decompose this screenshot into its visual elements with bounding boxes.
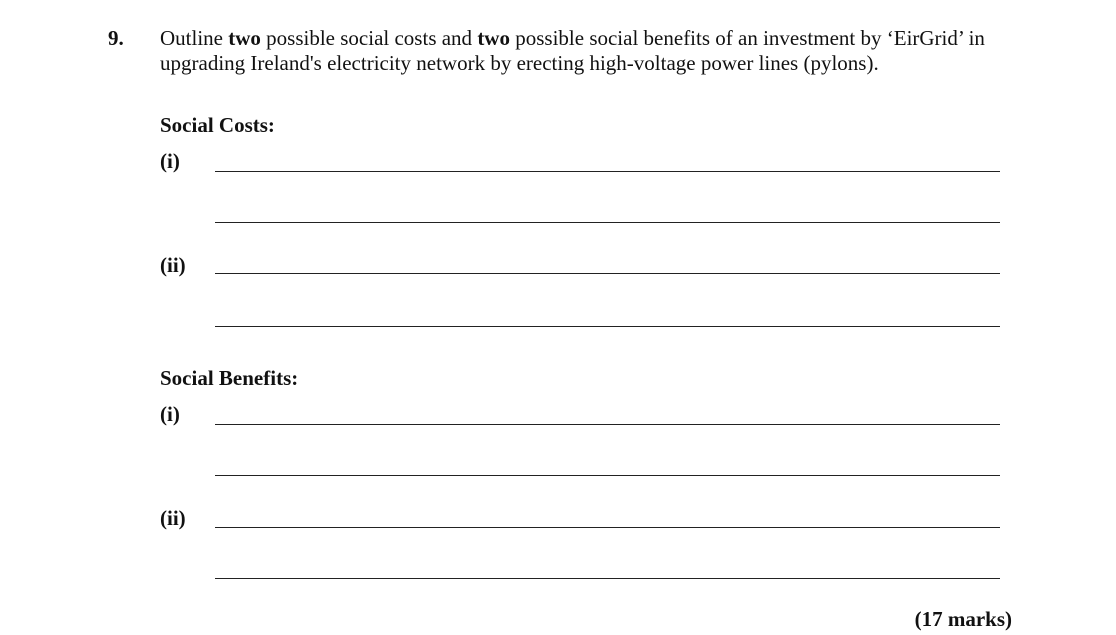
benefit-item-1-answer-line-2[interactable] bbox=[215, 475, 1000, 476]
benefit-item-2-label: (ii) bbox=[160, 506, 186, 530]
cost-item-1-answer-line-2[interactable] bbox=[215, 222, 1000, 223]
benefit-item-1-answer-line-1[interactable] bbox=[215, 424, 1000, 425]
cost-item-2-answer-line-2[interactable] bbox=[215, 326, 1000, 327]
cost-item-1-answer-line-1[interactable] bbox=[215, 171, 1000, 172]
benefit-item-2-answer-line-1[interactable] bbox=[215, 527, 1000, 528]
question-text bbox=[160, 26, 990, 76]
question-text-part: possible social costs and bbox=[260, 26, 478, 50]
question-text-emphasis: two bbox=[228, 26, 261, 50]
cost-item-2-answer-line-1[interactable] bbox=[215, 273, 1000, 274]
question-text-emphasis: two bbox=[477, 26, 510, 50]
cost-item-2-label: (ii) bbox=[160, 253, 186, 277]
marks-total: (17 marks) bbox=[914, 607, 1012, 631]
question-text-part: possible social benefits of an investment by ‘EirGrid’ in upgrading Ireland's electricity network by erecting high-voltage power lines (pylons). bbox=[160, 26, 985, 75]
cost-item-1-label: (i) bbox=[160, 149, 180, 173]
benefit-item-1-label: (i) bbox=[160, 402, 180, 426]
social-benefits-heading: Social Benefits: bbox=[160, 366, 299, 390]
social-costs-heading: Social Costs: bbox=[160, 113, 275, 137]
question-text-part: Outline bbox=[160, 26, 229, 50]
benefit-item-2-answer-line-2[interactable] bbox=[215, 578, 1000, 579]
question-number: 9. bbox=[108, 26, 124, 50]
